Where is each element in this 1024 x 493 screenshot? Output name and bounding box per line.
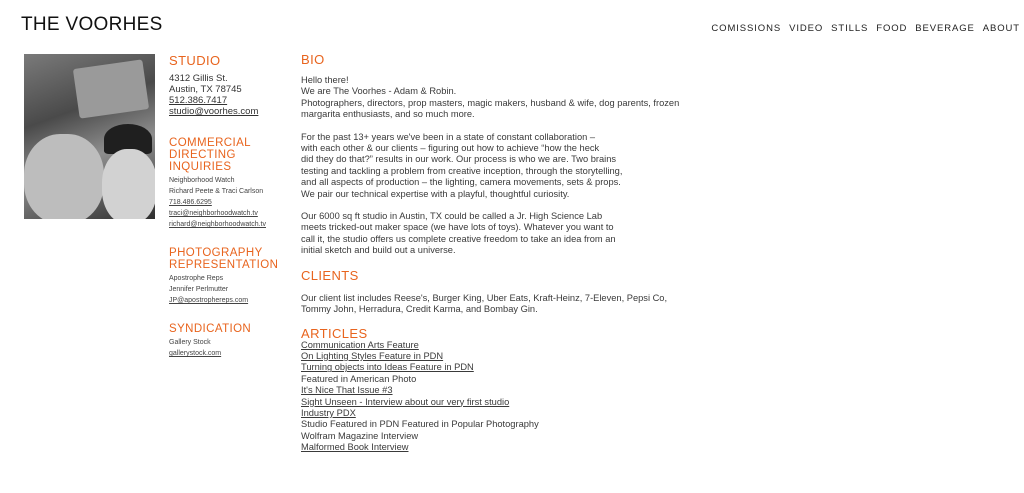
article-link[interactable]: Communication Arts Feature (301, 339, 419, 350)
bio-paragraph-3 (301, 211, 721, 257)
article-link[interactable]: Malformed Book Interview (301, 442, 409, 453)
bio-p3-line: initial sketch and build out a universe. (301, 245, 456, 256)
commercial-company: Neighborhood Watch (169, 177, 235, 184)
clients-line: Our client list includes Reese's, Burger King, Uber Eats, Kraft-Heinz, 7-Eleven, Pepsi Co, (301, 292, 668, 303)
clients-paragraph (301, 293, 721, 316)
bio-paragraph-2 (301, 132, 721, 200)
syndication-agency: Gallery Stock (169, 339, 211, 346)
bio-p3-line: meets tricked-out maker space (we have lots of toys). Whatever you want to (301, 222, 614, 233)
nav-food[interactable]: FOOD (876, 23, 908, 34)
commercial-phone-link[interactable]: 718.486.6295 (169, 199, 212, 206)
article-link[interactable]: Industry PDX (301, 407, 356, 418)
commercial-email-link-1[interactable]: traci@neighborhoodwatch.tv (169, 210, 258, 217)
bio-p3-line: Our 6000 sq ft studio in Austin, TX could be called a Jr. High Science Lab (301, 211, 603, 222)
studio-phone-link[interactable]: 512.386.7417 (169, 95, 228, 106)
studio-address-line1: 4312 Gillis St. (169, 73, 228, 84)
bio-p1-line: margarita enthusiasts, and so much more. (301, 109, 475, 120)
portrait-photo (24, 54, 155, 219)
studio-heading: STUDIO (169, 53, 221, 68)
nav-stills[interactable]: STILLS (831, 23, 869, 34)
clients-line: Tommy John, Herradura, Credit Karma, and Bombay Gin. (301, 304, 538, 315)
commercial-heading: COMMERCIAL DIRECTING INQUIRIES (169, 137, 251, 173)
commercial-email-link-2[interactable]: richard@neighborhoodwatch.tv (169, 221, 266, 228)
bio-p2-line: testing and tackling a problem from creative inception, through the storytelling, (301, 165, 623, 176)
photography-contact: Jennifer Perlmutter (169, 286, 229, 293)
article-link[interactable]: It's Nice That Issue #3 (301, 385, 393, 396)
article-link[interactable]: On Lighting Styles Feature in PDN (301, 350, 444, 361)
bio-p2-line: For the past 13+ years we've been in a state of constant collaboration – (301, 131, 596, 142)
nav-beverage[interactable]: BEVERAGE (915, 23, 975, 34)
studio-email-link[interactable]: studio@voorhes.com (169, 106, 259, 117)
bio-p1-line: We are The Voorhes - Adam & Robin. (301, 86, 457, 97)
article-link[interactable]: Turning objects into Ideas Feature in PDN (301, 362, 474, 373)
article-item: Wolfram Magazine Interview (301, 430, 419, 441)
clients-heading: CLIENTS (301, 267, 359, 283)
commercial-contacts: Richard Peete & Traci Carlson (169, 188, 264, 195)
bio-p3-line: call it, the studio offers us complete creative freedom to take an idea from an (301, 233, 616, 244)
contact-sidebar (169, 55, 294, 373)
bio-p1-line: Hello there! (301, 75, 349, 85)
site-logo[interactable]: THE VOORHES (21, 14, 163, 35)
bio-p2-line: We pair our technical expertise with a playful, thoughtful curiosity. (301, 188, 570, 199)
articles-list (301, 340, 721, 454)
bio-p1-line: Photographers, directors, prop masters, magic makers, husband & wife, dog parents, frozen (301, 97, 680, 108)
photography-section (169, 247, 294, 306)
bio-p2-line: did they do that?” results in our work. Our process is who we are. Two brains (301, 154, 617, 165)
bio-heading: BIO (301, 52, 325, 67)
bio-p2-line: with each other & our clients – figuring out how to achieve “how the heck (301, 143, 600, 154)
nav-comissions[interactable]: COMISSIONS (711, 23, 782, 34)
main-content (301, 52, 721, 454)
commercial-section (169, 137, 294, 230)
bio-p2-line: and all aspects of production – the lighting, camera movements, sets & props. (301, 177, 621, 188)
syndication-link[interactable]: gallerystock.com (169, 350, 222, 357)
top-nav (711, 23, 1020, 34)
syndication-heading: SYNDICATION (169, 323, 252, 335)
nav-about[interactable]: ABOUT (982, 23, 1020, 34)
photography-heading: PHOTOGRAPHY REPRESENTATION (169, 247, 279, 271)
articles-heading: ARTICLES (301, 325, 368, 341)
syndication-section (169, 323, 294, 359)
photography-agency: Apostrophe Reps (169, 275, 224, 282)
article-item: Featured in American Photo (301, 373, 417, 384)
studio-section (169, 55, 294, 117)
article-link[interactable]: Sight Unseen - Interview about our very first studio (301, 396, 510, 407)
bio-paragraph-1 (301, 75, 721, 121)
nav-video[interactable]: VIDEO (789, 23, 824, 34)
article-item: Studio Featured in PDN Featured in Popular Photography (301, 419, 539, 430)
photography-email-link[interactable]: JP@apostrophereps.com (169, 297, 249, 304)
studio-address-line2: Austin, TX 78745 (169, 84, 242, 95)
